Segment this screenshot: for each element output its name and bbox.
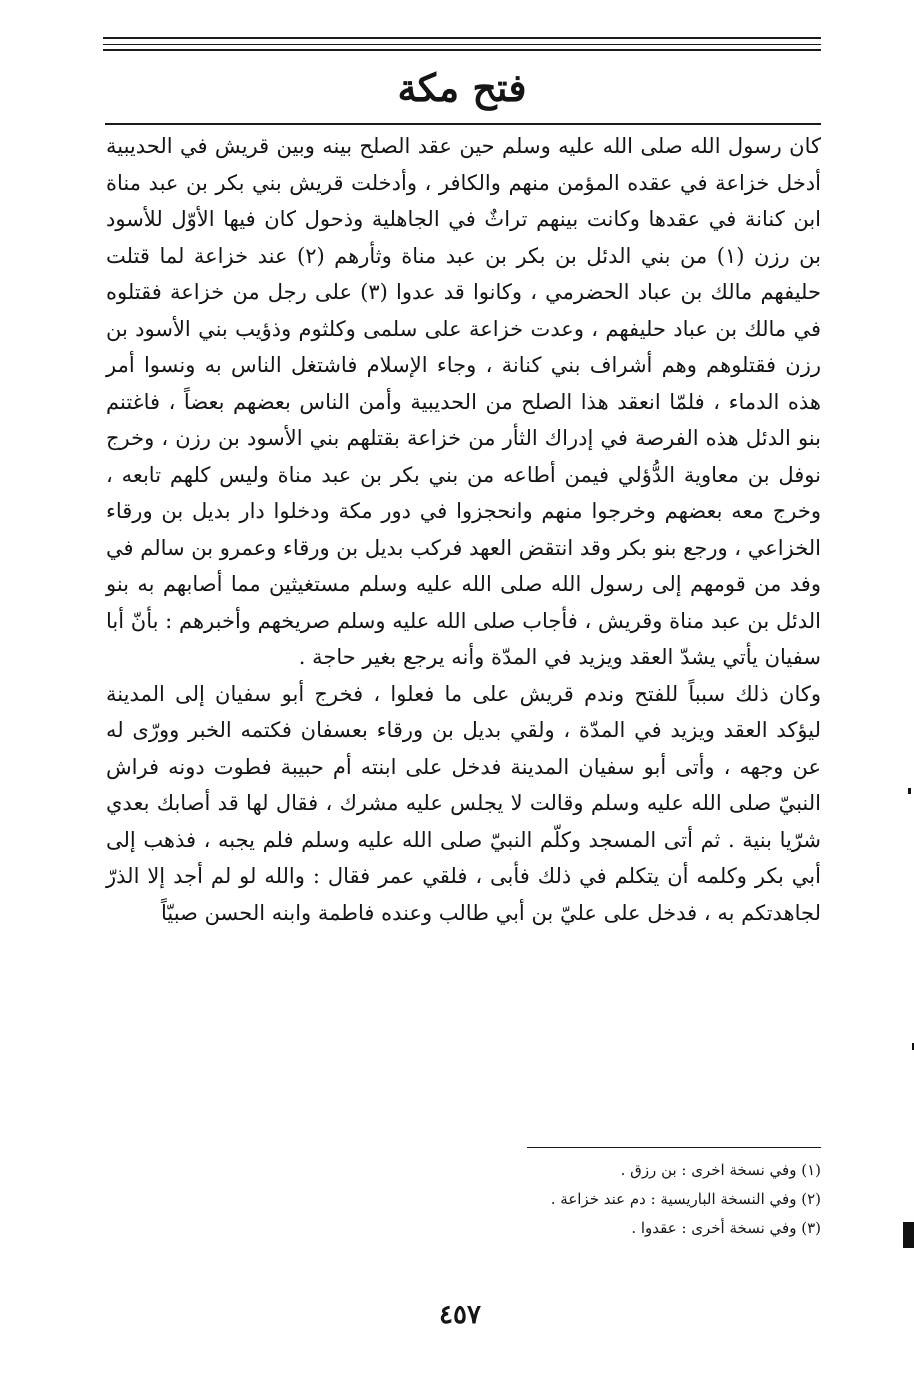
title-underline: [105, 123, 821, 125]
scan-speck: [908, 788, 911, 794]
footnote-separator: [527, 1147, 821, 1148]
body-text: [106, 128, 821, 931]
header-rule: [103, 49, 821, 51]
header-rule: [103, 44, 821, 45]
chapter-title: فتح مكة: [397, 65, 527, 110]
footnote-3: (٣) وفي نسخة أخرى : عقدوا .: [631, 1219, 821, 1237]
header-rule: [103, 37, 821, 39]
footnotes: [300, 1156, 821, 1243]
page-number: ٤٥٧: [439, 1300, 481, 1330]
footnote-1: (١) وفي نسخة اخرى : بن رزق .: [620, 1161, 821, 1179]
footnote-2: (٢) وفي النسخة الباريسية : دم عند خزاعة .: [550, 1190, 821, 1208]
paragraph-2: وكان ذلك سبباً للفتح وندم قريش على ما فعلوا ، فخرج أبو سفيان إلى المدينة ليؤكد العقد ويزيد في المدّة ، ولقي بديل بن ورقاء بعسفان فكتمه الخبر وورّى له عن وجهه ، وأتى أبو سفيان المدينة فدخل على ابنته أم حبيبة فطوت دونه فراش النبيّ صلى الله عليه وسلم وقالت لا يجلس عليه مشرك ، فقال لها قد أصابك بعدي شرّيا بنية . ثم أتى المسجد وكلّم النبيّ صلى الله عليه وسلم فلم يجبه ، فذهب إلى أبي بكر وكلمه أن يتكلم في ذلك فأبى ، فلقي عمر فقال : والله لو لم أجد إلا الذرّ لجاهدتكم به ، فدخل على عليّ بن أبي طالب وعنده فاطمة وابنه الحسن صبيّاً: [106, 681, 821, 925]
scan-edge-mark: [903, 1222, 914, 1248]
paragraph-1: كان رسول الله صلى الله عليه وسلم حين عقد الصلح بينه وبين قريش في الحديبية أدخل خزاعة في عقده المؤمن منهم والكافر ، وأدخلت قريش بني بكر بن عبد مناة ابن كنانة في عقدها وكانت بينهم تراثٌ في الجاهلية وذحول كان فيها الأوّل للأسود بن رزن (١) من بني الدئل بن بكر بن عبد مناة وثأرهم (٢) عند خزاعة لما قتلت حليفهم مالك بن عباد الحضرمي ، وكانوا قد عدوا (٣) على رجل من خزاعة فقتلوه في مالك بن عباد حليفهم ، وعدت خزاعة على سلمى وكلثوم وذؤيب بني الأسود بن رزن فقتلوهم وهم أشراف بني كنانة ، وجاء الإسلام فاشتغل الناس به ونسوا أمر هذه الدماء ، فلمّا انعقد هذا الصلح من الحديبية وأمن الناس بعضهم بعضاً ، فاغتنم بنو الدئل هذه الفرصة في إدراك الثأر من خزاعة بقتلهم بني الأسود بن رزن ، وخرج نوفل بن معاوية الدُّؤلي فيمن أطاعه من بني بكر بن عبد مناة وليس كلهم تابعه ، وخرج معه بعضهم وخرجوا منهم وانحجزوا في دور مكة ودخلوا دار بديل بن ورقاء الخزاعي ، ورجع بنو بكر وقد انتقض العهد فركب بديل بن ورقاء وعمرو بن سالم في وفد من قومهم إلى رسول الله صلى الله عليه وسلم مستغيثين مما أصابهم به بنو الدئل بن عبد مناة وقريش ، فأجاب صلى الله عليه وسلم صريخهم وأخبرهم : بأنّ أبا سفيان يأتي يشدّ العقد ويزيد في المدّة وأنه يرجع بغير حاجة .: [106, 134, 821, 669]
